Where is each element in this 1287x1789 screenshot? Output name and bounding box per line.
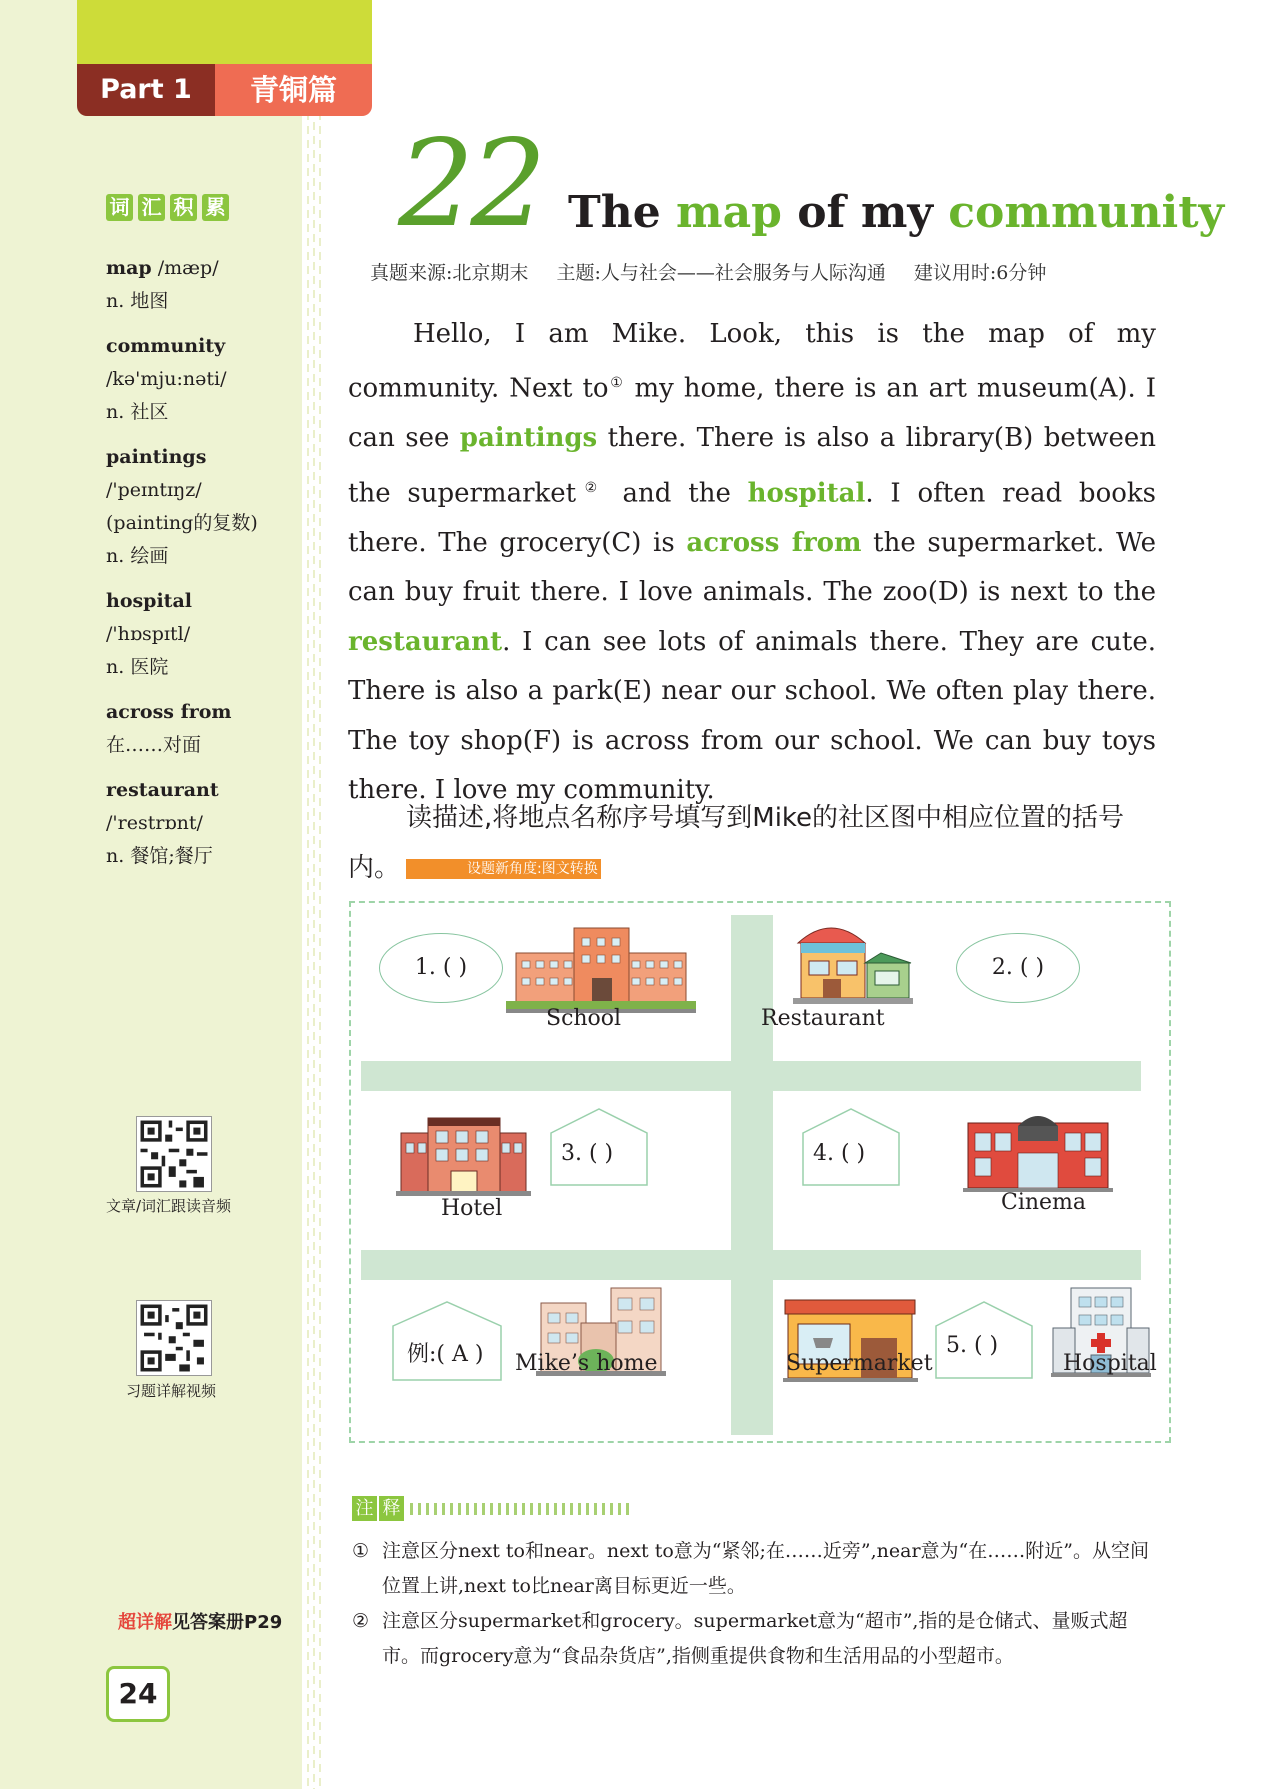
notes-heading: 注 释 bbox=[352, 1496, 630, 1521]
task-tag: 设题新角度:图文转换 bbox=[406, 859, 601, 879]
label-cinema: Cinema bbox=[1001, 1190, 1087, 1215]
blank-3[interactable]: 3. ( ) bbox=[561, 1141, 614, 1166]
task-instruction: 读描述,将地点名称序号填写到Mike的社区图中相应位置的括号内。 设题新角度:图文转换 bbox=[348, 803, 1125, 883]
label-restaurant: Restaurant bbox=[761, 1006, 885, 1031]
note-item: ① 注意区分next to和near。next to意为“紧邻;在……近旁”,near意为“在……附近”。从空间位置上讲,next to比near离目标更近一些。 bbox=[352, 1540, 1149, 1597]
label-mikes-home: Mike’s home bbox=[515, 1351, 658, 1376]
vocab-item: map /mæp/ n. 地图 bbox=[106, 257, 219, 312]
vocab-item: across from 在……对面 bbox=[106, 701, 232, 756]
note-item: ② 注意区分supermarket和grocery。supermarket意为“超市”,指的是仓储式、量贩式超市。而grocery意为“食品杂货店”,指侧重提供食物和生活用品的小型超市。 bbox=[352, 1610, 1128, 1667]
label-supermarket: Supermarket bbox=[786, 1351, 933, 1376]
qr-caption-video: 习题详解视频 bbox=[126, 1382, 217, 1400]
wavy-border bbox=[296, 0, 324, 1789]
section-label: 青铜篇 bbox=[215, 64, 372, 116]
restaurant-icon bbox=[793, 913, 913, 1008]
blank-2[interactable]: 2. ( ) bbox=[956, 933, 1080, 1003]
notes-decoration bbox=[410, 1503, 630, 1515]
page-number: 24 bbox=[106, 1666, 170, 1722]
blank-5[interactable]: 5. ( ) bbox=[946, 1333, 999, 1358]
qr-caption-audio: 文章/词汇跟读音频 bbox=[106, 1197, 232, 1215]
reading-passage: Hello, I am Mike. Look, this is the map of my community. Next to① my home, there is an art museum(A). I can see paintings there. There is also a library(B) between the supermarket② and the hospital. I often read books there. The grocery(C) is across from the supermarket. We can buy fruit there. I love animals. The zoo(D) is next to the restaurant. I can see lots of animals there. They are cute. There is also a park(E) near our school. We often play there. The toy shop(F) is across from our school. We can buy toys there. I love my community. bbox=[348, 319, 1157, 805]
label-hotel: Hotel bbox=[441, 1196, 503, 1221]
cinema-icon bbox=[963, 1108, 1113, 1193]
road-horizontal-bottom bbox=[361, 1250, 1141, 1280]
community-map bbox=[349, 901, 1171, 1443]
vocab-item: paintings /'peɪntɪŋz/ (painting的复数) n. 绘画 bbox=[106, 446, 258, 567]
example-blank: 例:( A ) bbox=[407, 1342, 484, 1367]
part-tab bbox=[77, 0, 372, 118]
blank-1[interactable]: 1. ( ) bbox=[379, 933, 503, 1003]
vocab-item: community /kə'mju:nəti/ n. 社区 bbox=[106, 335, 227, 423]
label-school: School bbox=[546, 1006, 622, 1031]
qr-code-video[interactable] bbox=[136, 1300, 212, 1376]
lesson-title: The map of my community bbox=[568, 187, 1225, 238]
vocab-list bbox=[106, 252, 291, 885]
label-hospital: Hospital bbox=[1063, 1351, 1157, 1376]
qr-code-audio[interactable] bbox=[136, 1116, 212, 1192]
road-vertical bbox=[731, 915, 773, 1435]
answer-reference: 超详解见答案册P29 bbox=[118, 1612, 283, 1633]
school-icon bbox=[506, 923, 696, 1018]
hotel-icon bbox=[396, 1113, 531, 1198]
vocab-item: restaurant /'restrɒnt/ n. 餐馆;餐厅 bbox=[106, 779, 219, 867]
vocab-heading: 词 汇 积 累 bbox=[106, 194, 229, 221]
lesson-meta: 真题来源:北京期末 主题:人与社会——社会服务与人际沟通 建议用时:6分钟 bbox=[370, 262, 1047, 284]
notes bbox=[352, 1534, 1162, 1674]
vocab-item: hospital /'hɒspɪtl/ n. 医院 bbox=[106, 590, 192, 678]
lesson-number: 22 bbox=[398, 115, 543, 254]
blank-4[interactable]: 4. ( ) bbox=[813, 1141, 866, 1166]
part-label: Part 1 bbox=[77, 64, 215, 116]
road-horizontal-top bbox=[361, 1061, 1141, 1091]
